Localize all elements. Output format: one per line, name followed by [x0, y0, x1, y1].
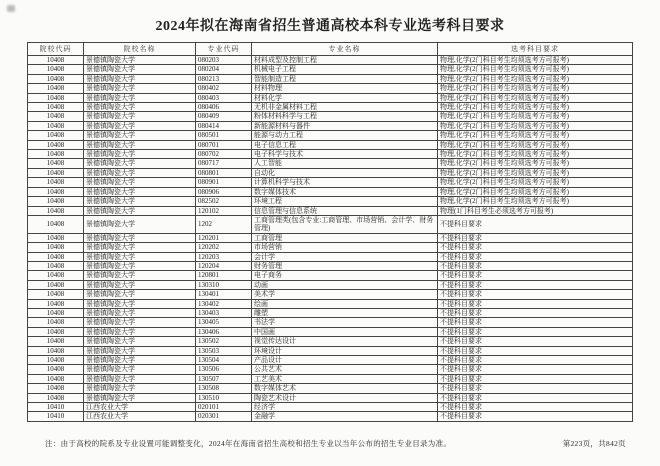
footnote: 注：由于高校的院系及专业设置可能调整变化，2024年在海南省招生高校和招生专业以当年公布的招生专业目录为准。 [45, 439, 452, 448]
table-row [28, 187, 633, 196]
college-code-cell: 10408 [28, 150, 84, 159]
major-code-cell: 080406 [196, 103, 252, 112]
college-name-cell: 景德镇陶瓷大学 [84, 74, 196, 83]
requirement-cell: 不提科目要求 [438, 365, 633, 374]
requirement-cell: 物理,化学(2门科目考生均须选考方可报考) [438, 178, 633, 187]
major-code-cell: 080204 [196, 65, 252, 74]
major-code-cell: 120202 [196, 243, 252, 252]
college-name-cell: 景德镇陶瓷大学 [84, 393, 196, 402]
college-code-cell: 10408 [28, 393, 84, 402]
major-name-cell: 绘画 [252, 299, 438, 308]
major-name-cell: 机械电子工程 [252, 65, 438, 74]
major-name-cell: 动画 [252, 280, 438, 289]
major-name-cell: 材料物理 [252, 84, 438, 93]
table-row [28, 365, 633, 374]
requirement-cell: 不提科目要求 [438, 412, 633, 421]
college-code-cell: 10408 [28, 384, 84, 393]
subject-requirements-table [27, 42, 633, 422]
requirement-cell: 不提科目要求 [438, 252, 633, 261]
major-code-cell: 130510 [196, 393, 252, 402]
college-name-cell: 景德镇陶瓷大学 [84, 215, 196, 233]
requirement-cell: 物理,化学(2门科目考生均须选考方可报考) [438, 121, 633, 130]
college-name-cell: 景德镇陶瓷大学 [84, 65, 196, 74]
college-code-cell: 10408 [28, 327, 84, 336]
college-name-cell: 景德镇陶瓷大学 [84, 233, 196, 242]
major-code-cell: 130507 [196, 374, 252, 383]
table-row [28, 93, 633, 102]
college-code-cell: 10408 [28, 215, 84, 233]
college-code-cell: 10408 [28, 318, 84, 327]
major-name-cell: 能源与动力工程 [252, 131, 438, 140]
table-row [28, 252, 633, 261]
major-name-cell: 金融学 [252, 412, 438, 421]
requirement-cell: 物理,化学(2门科目考生均须选考方可报考) [438, 131, 633, 140]
table-row [28, 308, 633, 317]
table-header-row [28, 43, 633, 56]
major-code-cell: 120203 [196, 252, 252, 261]
college-code-cell: 10408 [28, 187, 84, 196]
major-code-cell: 130401 [196, 290, 252, 299]
requirement-cell: 物理,化学(2门科目考生均须选考方可报考) [438, 150, 633, 159]
college-code-cell: 10408 [28, 271, 84, 280]
table-row [28, 65, 633, 74]
scan-artifact [7, 5, 15, 12]
table-row [28, 215, 633, 233]
college-name-cell: 景德镇陶瓷大学 [84, 197, 196, 206]
major-code-cell: 080409 [196, 112, 252, 121]
major-code-cell: 120201 [196, 233, 252, 242]
major-code-cell: 130508 [196, 384, 252, 393]
major-name-cell: 智能制造工程 [252, 74, 438, 83]
requirement-cell: 不提科目要求 [438, 271, 633, 280]
college-name-cell: 景德镇陶瓷大学 [84, 374, 196, 383]
major-name-cell: 材料成型及控制工程 [252, 56, 438, 65]
requirement-cell: 物理,化学(2门科目考生均须选考方可报考) [438, 56, 633, 65]
major-code-cell: 120102 [196, 206, 252, 215]
major-name-cell: 产品设计 [252, 356, 438, 365]
college-code-cell: 10408 [28, 337, 84, 346]
requirement-cell: 物理,化学(2门科目考生均须选考方可报考) [438, 140, 633, 149]
table-row [28, 393, 633, 402]
college-name-cell: 景德镇陶瓷大学 [84, 346, 196, 355]
requirement-cell: 不提科目要求 [438, 215, 633, 233]
table-row [28, 271, 633, 280]
major-code-cell: 080801 [196, 168, 252, 177]
college-name-cell: 景德镇陶瓷大学 [84, 112, 196, 121]
college-name-cell: 景德镇陶瓷大学 [84, 318, 196, 327]
major-name-cell: 新能源材料与器件 [252, 121, 438, 130]
major-code-cell: 080414 [196, 121, 252, 130]
college-name-cell: 景德镇陶瓷大学 [84, 308, 196, 317]
college-name-cell: 景德镇陶瓷大学 [84, 356, 196, 365]
college-name-cell: 景德镇陶瓷大学 [84, 384, 196, 393]
college-name-cell: 江西农业大学 [84, 412, 196, 421]
requirement-cell: 物理,化学(2门科目考生均须选考方可报考) [438, 197, 633, 206]
college-code-cell: 10408 [28, 65, 84, 74]
college-name-cell: 景德镇陶瓷大学 [84, 280, 196, 289]
major-name-cell: 会计学 [252, 252, 438, 261]
table-row [28, 403, 633, 412]
college-name-cell: 景德镇陶瓷大学 [84, 271, 196, 280]
requirement-cell: 物理,化学(2门科目考生均须选考方可报考) [438, 84, 633, 93]
college-code-cell: 10408 [28, 84, 84, 93]
major-code-cell: 080403 [196, 93, 252, 102]
major-code-cell: 130310 [196, 280, 252, 289]
requirement-cell: 物理,化学(2门科目考生均须选考方可报考) [438, 187, 633, 196]
requirement-cell: 不提科目要求 [438, 374, 633, 383]
major-name-cell: 视觉传达设计 [252, 337, 438, 346]
col-header-major-name: 专业名称 [252, 43, 438, 56]
college-name-cell: 景德镇陶瓷大学 [84, 121, 196, 130]
major-code-cell: 080901 [196, 178, 252, 187]
major-code-cell: 082502 [196, 197, 252, 206]
college-name-cell: 江西农业大学 [84, 403, 196, 412]
college-code-cell: 10408 [28, 299, 84, 308]
college-code-cell: 10408 [28, 290, 84, 299]
table-row [28, 318, 633, 327]
major-name-cell: 财务管理 [252, 261, 438, 270]
page-number: 第223页，共842页 [562, 439, 626, 448]
requirement-cell: 不提科目要求 [438, 233, 633, 242]
college-name-cell: 景德镇陶瓷大学 [84, 206, 196, 215]
college-code-cell: 10408 [28, 346, 84, 355]
college-code-cell: 10408 [28, 103, 84, 112]
college-name-cell: 景德镇陶瓷大学 [84, 56, 196, 65]
table-row [28, 356, 633, 365]
major-name-cell: 粉体材料科学与工程 [252, 112, 438, 121]
major-name-cell: 工商管理类(包含专业:工商管理、市场营销、会计学、财务管理) [252, 215, 438, 233]
requirement-cell: 不提科目要求 [438, 337, 633, 346]
college-name-cell: 景德镇陶瓷大学 [84, 178, 196, 187]
college-name-cell: 景德镇陶瓷大学 [84, 159, 196, 168]
college-name-cell: 景德镇陶瓷大学 [84, 299, 196, 308]
college-name-cell: 景德镇陶瓷大学 [84, 187, 196, 196]
requirement-cell: 不提科目要求 [438, 356, 633, 365]
college-code-cell: 10408 [28, 56, 84, 65]
major-name-cell: 环境设计 [252, 346, 438, 355]
college-code-cell: 10408 [28, 308, 84, 317]
major-code-cell: 080702 [196, 150, 252, 159]
major-name-cell: 书法学 [252, 318, 438, 327]
major-code-cell: 080501 [196, 131, 252, 140]
page-title: 2024年拟在海南省招生普通高校本科专业选考科目要求 [155, 19, 505, 34]
college-code-cell: 10408 [28, 112, 84, 121]
major-code-cell: 130402 [196, 299, 252, 308]
requirement-cell: 物理,化学(2门科目考生均须选考方可报考) [438, 74, 633, 83]
college-code-cell: 10408 [28, 206, 84, 215]
table-row [28, 140, 633, 149]
major-name-cell: 电子科学与技术 [252, 150, 438, 159]
major-name-cell: 数字媒体艺术 [252, 384, 438, 393]
requirement-cell: 物理(1门科目考生必须选考方可报考) [438, 206, 633, 215]
table-row [28, 159, 633, 168]
college-name-cell: 景德镇陶瓷大学 [84, 243, 196, 252]
college-code-cell: 10408 [28, 159, 84, 168]
college-code-cell: 10408 [28, 356, 84, 365]
major-code-cell: 080906 [196, 187, 252, 196]
requirement-cell: 不提科目要求 [438, 308, 633, 317]
college-name-cell: 景德镇陶瓷大学 [84, 327, 196, 336]
college-name-cell: 景德镇陶瓷大学 [84, 337, 196, 346]
table-row [28, 131, 633, 140]
college-code-cell: 10408 [28, 131, 84, 140]
major-code-cell: 130405 [196, 318, 252, 327]
major-code-cell: 080717 [196, 159, 252, 168]
table-row [28, 112, 633, 121]
major-code-cell: 130504 [196, 356, 252, 365]
requirement-cell: 不提科目要求 [438, 243, 633, 252]
requirement-cell: 不提科目要求 [438, 290, 633, 299]
requirement-cell: 不提科目要求 [438, 299, 633, 308]
major-name-cell: 人工智能 [252, 159, 438, 168]
college-name-cell: 景德镇陶瓷大学 [84, 290, 196, 299]
requirement-cell: 不提科目要求 [438, 261, 633, 270]
major-name-cell: 电子商务 [252, 271, 438, 280]
requirement-cell: 物理,化学(2门科目考生均须选考方可报考) [438, 65, 633, 74]
major-name-cell: 计算机科学与技术 [252, 178, 438, 187]
college-name-cell: 景德镇陶瓷大学 [84, 140, 196, 149]
table-body [28, 56, 633, 422]
major-code-cell: 130406 [196, 327, 252, 336]
college-name-cell: 景德镇陶瓷大学 [84, 365, 196, 374]
major-code-cell: 080213 [196, 74, 252, 83]
college-name-cell: 景德镇陶瓷大学 [84, 168, 196, 177]
table-row [28, 168, 633, 177]
major-code-cell: 130403 [196, 308, 252, 317]
college-code-cell: 10408 [28, 168, 84, 177]
major-code-cell: 080203 [196, 56, 252, 65]
table-row [28, 84, 633, 93]
college-name-cell: 景德镇陶瓷大学 [84, 84, 196, 93]
major-name-cell: 数字媒体技术 [252, 187, 438, 196]
major-name-cell: 自动化 [252, 168, 438, 177]
college-code-cell: 10408 [28, 261, 84, 270]
table-row [28, 412, 633, 421]
table-row [28, 384, 633, 393]
table-row [28, 103, 633, 112]
major-code-cell: 080701 [196, 140, 252, 149]
table-row [28, 233, 633, 242]
college-code-cell: 10408 [28, 121, 84, 130]
college-code-cell: 10408 [28, 243, 84, 252]
requirement-cell: 不提科目要求 [438, 318, 633, 327]
major-code-cell: 080402 [196, 84, 252, 93]
requirement-cell: 物理,化学(2门科目考生均须选考方可报考) [438, 103, 633, 112]
major-name-cell: 经济学 [252, 403, 438, 412]
col-header-college-code: 院校代码 [28, 43, 84, 56]
requirement-cell: 物理,化学(2门科目考生均须选考方可报考) [438, 112, 633, 121]
table-row [28, 206, 633, 215]
college-code-cell: 10408 [28, 178, 84, 187]
table-row [28, 178, 633, 187]
major-name-cell: 美术学 [252, 290, 438, 299]
college-name-cell: 景德镇陶瓷大学 [84, 103, 196, 112]
col-header-subject-requirement: 选考科目要求 [438, 43, 633, 56]
college-code-cell: 10408 [28, 280, 84, 289]
college-code-cell: 10410 [28, 412, 84, 421]
major-code-cell: 020301 [196, 412, 252, 421]
college-code-cell: 10408 [28, 252, 84, 261]
table-row [28, 261, 633, 270]
major-name-cell: 陶瓷艺术设计 [252, 393, 438, 402]
table-row [28, 243, 633, 252]
college-code-cell: 10408 [28, 374, 84, 383]
college-code-cell: 10410 [28, 403, 84, 412]
table-row [28, 56, 633, 65]
table-row [28, 346, 633, 355]
requirement-cell: 物理,化学(2门科目考生均须选考方可报考) [438, 93, 633, 102]
table-row [28, 327, 633, 336]
requirement-cell: 不提科目要求 [438, 280, 633, 289]
col-header-college-name: 院校名称 [84, 43, 196, 56]
requirement-cell: 物理,化学(2门科目考生均须选考方可报考) [438, 168, 633, 177]
major-code-cell: 130506 [196, 365, 252, 374]
major-code-cell: 1202 [196, 215, 252, 233]
major-name-cell: 环境工程 [252, 197, 438, 206]
college-name-cell: 景德镇陶瓷大学 [84, 131, 196, 140]
college-code-cell: 10408 [28, 197, 84, 206]
table-row [28, 290, 633, 299]
major-name-cell: 工艺美术 [252, 374, 438, 383]
college-code-cell: 10408 [28, 93, 84, 102]
table-row [28, 299, 633, 308]
college-name-cell: 景德镇陶瓷大学 [84, 261, 196, 270]
major-name-cell: 无机非金属材料工程 [252, 103, 438, 112]
major-name-cell: 中国画 [252, 327, 438, 336]
table-row [28, 337, 633, 346]
requirement-cell: 不提科目要求 [438, 403, 633, 412]
major-code-cell: 130503 [196, 346, 252, 355]
college-name-cell: 景德镇陶瓷大学 [84, 150, 196, 159]
major-name-cell: 公共艺术 [252, 365, 438, 374]
table-row [28, 150, 633, 159]
table-row [28, 197, 633, 206]
major-name-cell: 电子信息工程 [252, 140, 438, 149]
major-name-cell: 雕塑 [252, 308, 438, 317]
major-code-cell: 130502 [196, 337, 252, 346]
major-name-cell: 市场营销 [252, 243, 438, 252]
major-code-cell: 120801 [196, 271, 252, 280]
college-code-cell: 10408 [28, 74, 84, 83]
table-row [28, 280, 633, 289]
major-code-cell: 120204 [196, 261, 252, 270]
major-name-cell: 信息管理与信息系统 [252, 206, 438, 215]
college-name-cell: 景德镇陶瓷大学 [84, 252, 196, 261]
requirement-cell: 不提科目要求 [438, 393, 633, 402]
college-code-cell: 10408 [28, 233, 84, 242]
table-row [28, 374, 633, 383]
major-code-cell: 020101 [196, 403, 252, 412]
col-header-major-code: 专业代码 [196, 43, 252, 56]
table-row [28, 74, 633, 83]
major-name-cell: 工商管理 [252, 233, 438, 242]
requirement-cell: 不提科目要求 [438, 384, 633, 393]
table-row [28, 121, 633, 130]
college-name-cell: 景德镇陶瓷大学 [84, 93, 196, 102]
requirement-cell: 不提科目要求 [438, 327, 633, 336]
major-name-cell: 材料化学 [252, 93, 438, 102]
requirement-cell: 不提科目要求 [438, 346, 633, 355]
college-code-cell: 10408 [28, 140, 84, 149]
college-code-cell: 10408 [28, 365, 84, 374]
requirement-cell: 物理,化学(2门科目考生均须选考方可报考) [438, 159, 633, 168]
